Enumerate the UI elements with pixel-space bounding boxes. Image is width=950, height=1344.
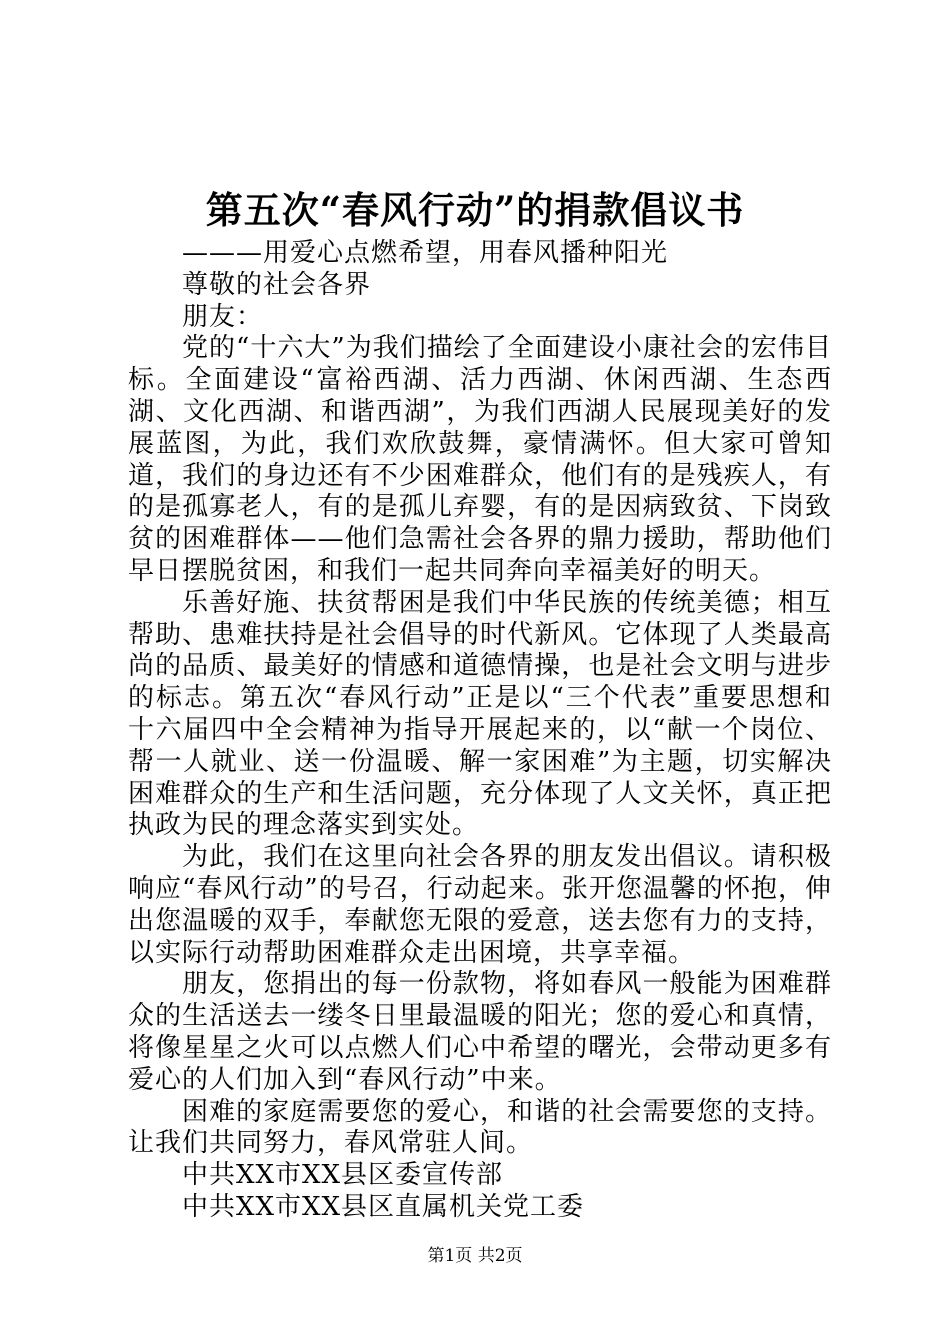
salutation-line-1: 尊敬的社会各界	[182, 269, 372, 300]
signature-1: 中共XX市XX县区委宣传部	[182, 1160, 504, 1191]
page-number-footer: 第1页 共2页	[427, 1246, 523, 1266]
paragraph-2: 乐善好施、扶贫帮困是我们中华民族的传统美德；相互帮助、患难扶持是社会倡导的时代新风。它体现了人类最高尚的品质、最美好的情感和道德情操，也是社会文明与进步的标志。第五次“春风行动”正是以“三个代表”重要思想和十六届四中全会精神为指导开展起来的，以“献一个岗位、帮一人就业、送一份温暖、解一家困难”为主题，切实解决困难群众的生产和生活问题，充分体现了人文关怀，真正把执政为民的理念落实到实处。	[128, 587, 832, 841]
salutation-line-2: 朋友：	[182, 301, 264, 332]
document-title: 第五次“春风行动”的捐款倡议书	[205, 188, 745, 232]
paragraph-4: 朋友，您捐出的每一份款物，将如春风一般能为困难群众的生活送去一缕冬日里最温暖的阳光；您的爱心和真情，将像星星之火可以点燃人们心中希望的曙光，会带动更多有爱心的人们加入到“春风行动”中来。	[128, 969, 832, 1095]
signature-2: 中共XX市XX县区直属机关党工委	[182, 1191, 585, 1222]
paragraph-1: 党的“十六大”为我们描绘了全面建设小康社会的宏伟目标。全面建设“富裕西湖、活力西湖、休闲西湖、生态西湖、文化西湖、和谐西湖”，为我们西湖人民展现美好的发展蓝图，为此，我们欢欣鼓舞，豪情满怀。但大家可曾知道，我们的身边还有不少困难群众，他们有的是残疾人，有的是孤寡老人，有的是孤儿弃婴，有的是因病致贫、下岗致贫的困难群体——他们急需社会各界的鼎力援助，帮助他们早日摆脱贫困，和我们一起共同奔向幸福美好的明天。	[128, 333, 832, 586]
paragraph-3: 为此，我们在这里向社会各界的朋友发出倡议。请积极响应“春风行动”的号召，行动起来。张开您温馨的怀抱，伸出您温暖的双手，奉献您无限的爱意，送去您有力的支持，以实际行动帮助困难群众走出困境，共享幸福。	[128, 842, 832, 968]
document-body	[128, 238, 832, 1224]
subtitle: ———用爱心点燃希望，用春风播种阳光	[182, 238, 669, 268]
paragraph-5: 困难的家庭需要您的爱心，和谐的社会需要您的支持。让我们共同努力，春风常驻人间。	[128, 1096, 832, 1159]
